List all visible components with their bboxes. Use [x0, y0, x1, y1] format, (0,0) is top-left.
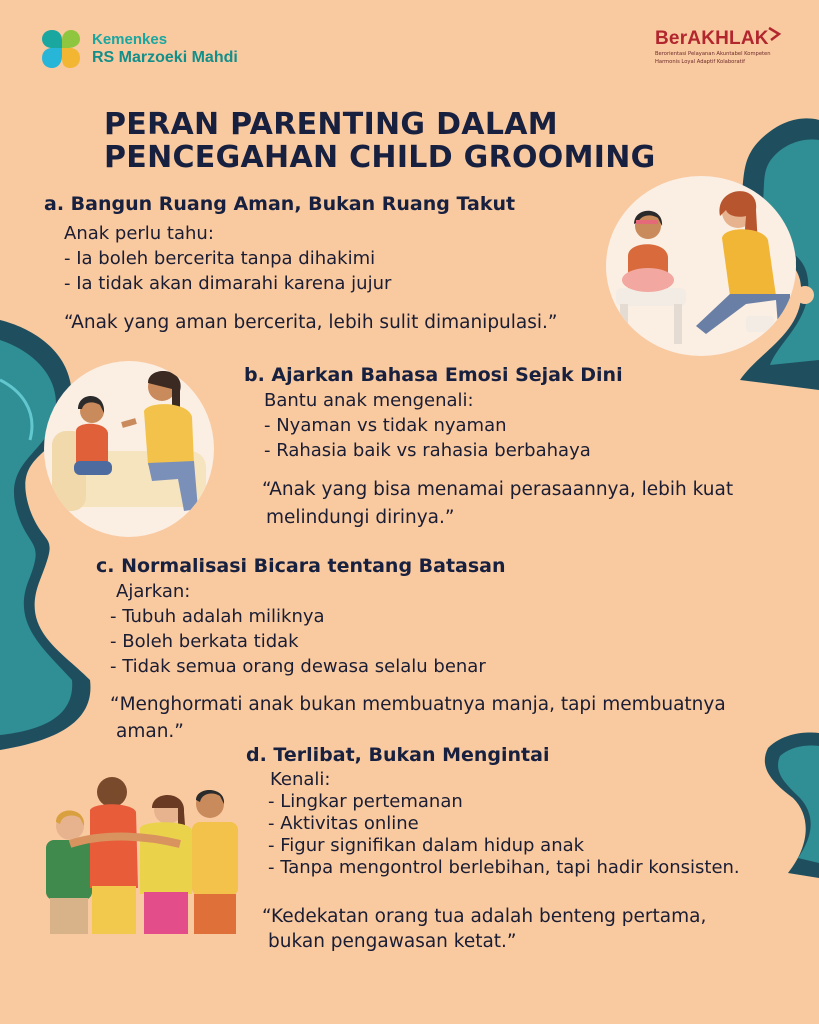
section-a-quote: “Anak yang aman bercerita, lebih sulit dimanipulasi.” [64, 312, 558, 333]
section-d-item-3: - Figur signifikan dalam hidup anak [268, 835, 585, 856]
section-c-item-3: - Tidak semua orang dewasa selalu benar [110, 656, 486, 677]
section-c-heading: c. Normalisasi Bicara tentang Batasan [96, 555, 506, 577]
section-b-quote-line-1: “Anak yang bisa menamai perasaannya, lebih kuat [262, 479, 734, 500]
berakhlak-logo [655, 28, 795, 66]
section-a-intro: Anak perlu tahu: [64, 223, 214, 244]
section-a-heading: a. Bangun Ruang Aman, Bukan Ruang Takut [44, 193, 516, 215]
section-d-intro: Kenali: [270, 769, 331, 790]
title-line-1: PERAN PARENTING DALAM [104, 107, 558, 142]
section-b-item-2: - Rahasia baik vs rahasia berbahaya [264, 440, 591, 461]
section-b-heading: b. Ajarkan Bahasa Emosi Sejak Dini [244, 364, 623, 386]
wave-decoration-bottom-right [758, 728, 819, 878]
section-b-item-1: - Nyaman vs tidak nyaman [264, 415, 507, 436]
section-a-item-1: - Ia boleh bercerita tanpa dihakimi [64, 248, 376, 269]
kemenkes-emblem-icon [38, 26, 84, 72]
kemenkes-label: Kemenkes [92, 31, 168, 48]
title-line-2: PENCEGAHAN CHILD GROOMING [104, 140, 656, 175]
berakhlak-swoosh-icon [767, 26, 783, 42]
kemenkes-logo [38, 26, 238, 72]
illustration-parent-listening [606, 176, 796, 356]
section-c-item-1: - Tubuh adalah miliknya [110, 606, 325, 627]
section-d-heading: d. Terlibat, Bukan Mengintai [246, 744, 550, 766]
berakhlak-brand: BerAKHLAK [655, 28, 769, 49]
berakhlak-tagline-1: Berorientasi Pelayanan Akuntabel Kompeten [655, 51, 771, 57]
section-d-item-4: - Tanpa mengontrol berlebihan, tapi hadir konsisten. [268, 857, 740, 878]
section-b-quote-line-2: melindungi dirinya.” [266, 507, 455, 528]
section-d-item-2: - Aktivitas online [268, 813, 419, 834]
section-a-item-2: - Ia tidak akan dimarahi karena jujur [64, 273, 392, 294]
section-c-quote-line-2: aman.” [116, 721, 184, 742]
section-c-quote-line-1: “Menghormati anak bukan membuatnya manja, tapi membuatnya [110, 694, 726, 715]
section-c-intro: Ajarkan: [116, 581, 191, 602]
section-b-intro: Bantu anak mengenali: [264, 390, 474, 411]
hospital-name: RS Marzoeki Mahdi [92, 49, 238, 66]
section-d-quote-line-2: bukan pengawasan ketat.” [268, 931, 517, 952]
section-d-item-1: - Lingkar pertemanan [268, 791, 463, 812]
section-c-item-2: - Boleh berkata tidak [110, 631, 299, 652]
berakhlak-tagline-2: Harmonis Loyal Adaptif Kolaboratif [655, 59, 745, 65]
illustration-parent-child-couch [44, 361, 214, 537]
section-d-quote-line-1: “Kedekatan orang tua adalah benteng pertama, [262, 906, 707, 927]
illustration-group-hug [40, 768, 245, 936]
page-title [104, 108, 656, 174]
